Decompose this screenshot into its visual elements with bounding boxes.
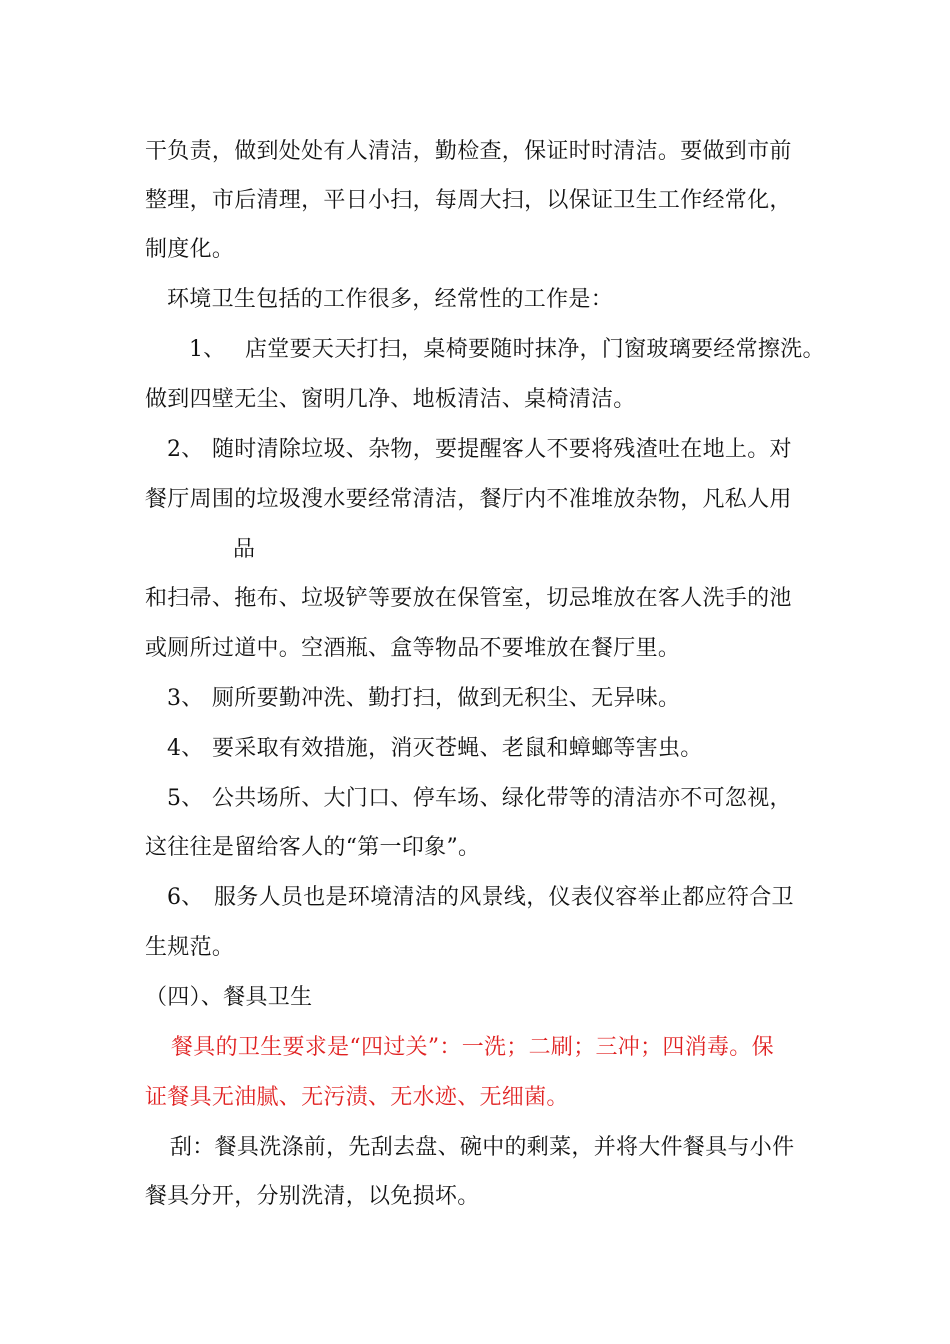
list-number: 5、 (167, 786, 204, 811)
paragraph-line: 这往往是留给客人的“第一印象”。 (145, 835, 481, 860)
list-item-text: 店堂要天天打扫，桌椅要随时抹净，门窗玻璃要经常擦洗。 (245, 337, 825, 362)
list-item-text: 服务人员也是环境清洁的风景线，仪表仪容举止都应符合卫 (214, 885, 794, 910)
paragraph-line: 生规范。 (145, 935, 235, 960)
paragraph-line: 整理，市后清理，平日小扫，每周大扫，以保证卫生工作经常化， (145, 188, 792, 213)
paragraph-line: 做到四壁无尘、窗明几净、地板清洁、桌椅清洁。 (145, 387, 636, 412)
paragraph-line: 和扫帚、拖布、垃圾铲等要放在保管室，切忌堆放在客人洗手的池 (145, 586, 792, 611)
paragraph-line: 制度化。 (145, 237, 235, 262)
highlighted-line: 餐具的卫生要求是“四过关”：一洗；二刷；三冲；四消毒。保 (171, 1035, 774, 1060)
list-item-text: 厕所要勤冲洗、勤打扫，做到无积尘、无异味。 (212, 686, 681, 711)
paragraph-line: 餐厅周围的垃圾溲水要经常清洁，餐厅内不准堆放杂物，凡私人用 (145, 487, 792, 512)
paragraph-line: 环境卫生包括的工作很多，经常性的工作是： (167, 287, 614, 312)
list-item-text: 要采取有效措施，消灭苍蝇、老鼠和蟑螂等害虫。 (212, 736, 703, 761)
paragraph-line: 干负责，做到处处有人清洁，勤检查，保证时时清洁。要做到市前 (145, 139, 792, 164)
paragraph-line: 品 (233, 537, 256, 562)
paragraph-line: 或厕所过道中。空酒瓶、盒等物品不要堆放在餐厅里。 (145, 636, 681, 661)
list-number: 3、 (167, 686, 204, 711)
section-heading: （四）、餐具卫生 (145, 985, 313, 1010)
list-number: 4、 (167, 736, 204, 761)
highlighted-line: 证餐具无油腻、无污渍、无水迹、无细菌。 (145, 1085, 569, 1110)
list-number: 2、 (167, 437, 204, 462)
list-item-text: 随时清除垃圾、杂物，要提醒客人不要将残渣吐在地上。对 (212, 437, 792, 462)
list-item-text: 公共场所、大门口、停车场、绿化带等的清洁亦不可忽视， (212, 786, 792, 811)
list-number: 6、 (167, 885, 204, 910)
paragraph-line: 刮：餐具洗涤前，先刮去盘、碗中的剩菜，并将大件餐具与小件 (170, 1135, 795, 1160)
list-number: 1、 (189, 337, 226, 362)
paragraph-line: 餐具分开，分别洗清，以免损坏。 (145, 1184, 480, 1209)
